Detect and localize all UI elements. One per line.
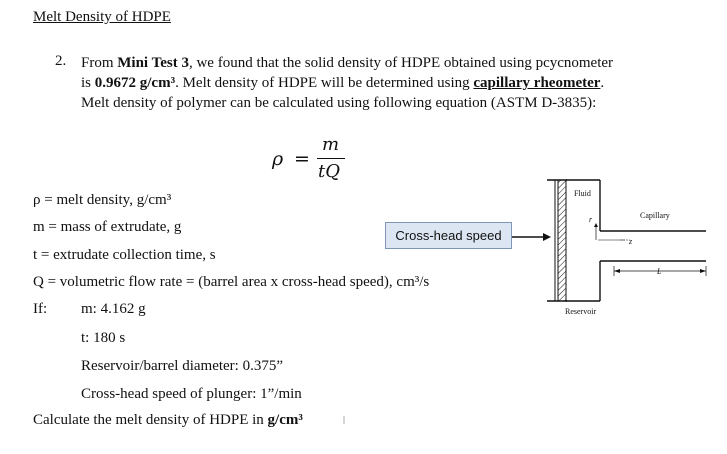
definition-t: t = extrudate collection time, s bbox=[33, 247, 216, 263]
text-segment: Calculate the melt density of HDPE in bbox=[33, 412, 268, 428]
page-title: Melt Density of HDPE bbox=[33, 9, 171, 25]
given-crosshead-speed: Cross-head speed of plunger: 1”/min bbox=[81, 386, 302, 402]
radius-arrow-icon bbox=[594, 223, 598, 240]
question-line-2 bbox=[81, 73, 604, 93]
given-mass: m: 4.162 g bbox=[81, 301, 146, 317]
fraction-bar bbox=[317, 158, 345, 159]
given-diameter: Reservoir/barrel diameter: 0.375” bbox=[81, 358, 284, 374]
equation-denominator: tQ bbox=[318, 161, 340, 182]
stray-mark-icon bbox=[343, 416, 345, 424]
mini-test-ref: Mini Test 3 bbox=[117, 55, 189, 71]
capillary-rheometer-diagram bbox=[510, 174, 710, 324]
text-segment: . Melt density of HDPE will be determined using bbox=[175, 75, 474, 91]
text-segment: From bbox=[81, 55, 118, 71]
text-segment: , we found that the solid density of HDPE obtained using pcycnometer bbox=[188, 55, 614, 71]
push-arrow-icon bbox=[512, 233, 551, 241]
text-segment: . bbox=[600, 75, 605, 91]
definition-m: m = mass of extrudate, g bbox=[33, 219, 182, 235]
question-number: 2. bbox=[55, 53, 67, 69]
equation-numerator: m bbox=[322, 134, 340, 155]
question-line-3: Melt density of polymer can be calculated using following equation (ASTM D-3835): bbox=[81, 95, 597, 111]
capillary-rheometer-term: capillary rheometer bbox=[473, 75, 601, 91]
capillary-label: Capillary bbox=[640, 211, 670, 220]
reservoir-label: Reservoir bbox=[565, 307, 597, 316]
z-label: z bbox=[629, 237, 633, 246]
units-emphasis: g/cm³ bbox=[267, 412, 303, 428]
given-time: t: 180 s bbox=[81, 330, 126, 346]
r-label: r bbox=[589, 215, 593, 224]
piston-hatched bbox=[558, 180, 566, 301]
crosshead-speed-callout: Cross-head speed bbox=[385, 222, 512, 249]
equation-lhs: ρ bbox=[272, 148, 284, 170]
equation-equals: = bbox=[294, 148, 310, 170]
solid-density-value: 0.9672 g/cm³ bbox=[94, 75, 176, 91]
question-line-1 bbox=[81, 53, 613, 73]
final-question bbox=[33, 412, 303, 429]
definition-rho: ρ = melt density, g/cm³ bbox=[33, 192, 172, 208]
fluid-label: Fluid bbox=[574, 189, 591, 198]
definition-q: Q = volumetric flow rate = (barrel area x cross-head speed), cm³/s bbox=[33, 274, 430, 290]
l-label: L bbox=[657, 267, 662, 276]
given-label: If: bbox=[33, 301, 48, 317]
text-segment: is bbox=[81, 75, 95, 91]
